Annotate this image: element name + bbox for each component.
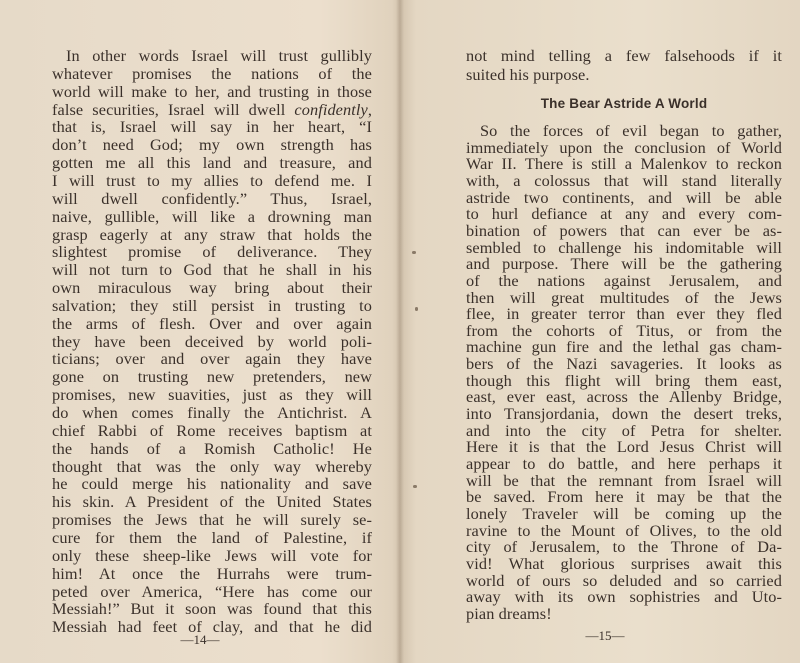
text-line: chief Rabbi of Rome receives baptism at: [52, 420, 372, 440]
text-line: will not turn to God that he shall in his: [52, 260, 372, 280]
text-line: do when comes finally the Antichrist. A: [52, 403, 372, 422]
text-line: bination of powers that can ever be as-: [466, 220, 782, 240]
paper-speck: [412, 251, 416, 254]
text-line: appear to do battle, and here perhaps it: [466, 454, 782, 473]
text-line: salvation; they still persist in trusting to: [52, 295, 372, 315]
text-line: away with its own sophistries and Uto-: [466, 587, 782, 607]
text-line: will be that the remnant from Israel will: [466, 470, 782, 490]
paper-speck: [413, 485, 417, 488]
text-line: own miraculous way bring about their: [52, 278, 372, 298]
text-line: naive, gullible, will like a drowning man: [52, 206, 372, 226]
text-line: thought that was the only way whereby: [52, 456, 372, 476]
text-line: false securities, Israel will dwell confidently,: [52, 99, 372, 119]
text-line: promises, new suavities, just as they will: [52, 385, 372, 405]
text-line: flee, in greater terror than ever they fled: [466, 304, 782, 324]
text-line: will dwell confidently.” Thus, Israel,: [52, 188, 372, 208]
text-line: his skin. A President of the United States: [52, 492, 372, 512]
text-line: with, a colossus that will stand literally: [466, 170, 782, 190]
right-page: [400, 0, 800, 663]
text-line: grasp eagerly at any straw that holds the: [52, 224, 372, 244]
text-line: I will trust to my allies to defend me. I: [52, 170, 372, 190]
text-line: not mind telling a few falsehoods if it: [466, 46, 782, 65]
text-line: ravine to the Mount of Olives, to the old: [466, 520, 782, 540]
text-line: gone on trusting new pretenders, new: [52, 367, 372, 387]
text-line: be saved. From here it may be that the: [466, 487, 782, 507]
text-line: and purpose. There will be the gathering: [466, 254, 782, 274]
text-line: Messiah!” But it soon was found that this: [52, 599, 372, 619]
text-line: to hurl defiance at any and every com-: [466, 204, 782, 224]
page-number-left: —14—: [180, 632, 220, 647]
text-line: In other words Israel will trust gullibly: [66, 46, 372, 65]
text-line: gotten me all this land and treasure, and: [52, 153, 372, 173]
text-line: world of ours so deluded and so carried: [466, 570, 782, 590]
page-number-right: —15—: [585, 628, 625, 643]
text-line: into Transjordania, down the desert treks,: [466, 404, 782, 424]
text-line: suited his purpose.: [466, 65, 590, 84]
text-line: that is, Israel will say in her heart, “I: [52, 117, 372, 137]
text-line: they have been deceived by world poli-: [52, 331, 372, 351]
text-line: cure for them the land of Palestine, if: [52, 527, 372, 547]
text-line: Messiah had feet of clay, and that he did: [52, 617, 372, 637]
text-line: though this flight will bring them east,: [466, 370, 782, 390]
text-line: promises the Jews that he will surely se-: [52, 510, 372, 530]
text-line: machine gun fire and the lethal gas cham-: [466, 337, 782, 357]
text-line: sembled to challenge his indomitable will: [466, 237, 782, 257]
text-line: immediately upon the conclusion of World: [466, 137, 782, 157]
text-line: then will great multitudes of the Jews: [466, 287, 782, 307]
text-line: the hands of a Romish Catholic! He: [52, 438, 372, 458]
section-heading: The Bear Astride A World: [540, 96, 708, 111]
text-line: of the nations against Jerusalem, and: [466, 270, 782, 290]
text-line: ticians; over and over again they have: [52, 349, 372, 369]
text-line: world will make to her, and trusting in those: [52, 81, 372, 101]
paper-speck: [415, 307, 418, 311]
text-line: don’t need God; my own strength has: [52, 135, 372, 155]
text-line: lonely Traveler will be coming up the: [466, 503, 782, 523]
text-line: and into the city of Petra for shelter.: [466, 420, 782, 440]
text-line: Here it is that the Lord Jesus Christ will: [466, 437, 782, 457]
text-line: So the forces of evil began to gather,: [480, 121, 782, 140]
text-line: east, ever east, across the Allenby Bridge,: [466, 387, 782, 407]
text-line: vid! What glorious surprises await this: [466, 553, 782, 573]
text-line: him! At once the Hurrahs were trum-: [52, 563, 372, 583]
text-line: bers of the Nazi savageries. It looks as: [466, 354, 782, 374]
text-line: astride two continents, and will be able: [466, 187, 782, 207]
text-line: the arms of flesh. Over and over again: [52, 313, 372, 333]
text-line: War II. There is still a Malenkov to reckon: [466, 154, 782, 174]
text-line: slightest promise of deliverance. They: [52, 242, 372, 262]
text-line: he could merge his nationality and save: [52, 474, 372, 494]
text-line: only these sheep-like Jews will vote for: [52, 545, 372, 565]
text-line: city of Jerusalem, to the Throne of Da-: [466, 537, 782, 557]
text-line: from the cohorts of Titus, or from the: [466, 320, 782, 340]
text-line: peted over America, “Here has come our: [52, 581, 372, 601]
text-line: pian dreams!: [466, 603, 552, 623]
text-line: whatever promises the nations of the: [52, 63, 372, 83]
